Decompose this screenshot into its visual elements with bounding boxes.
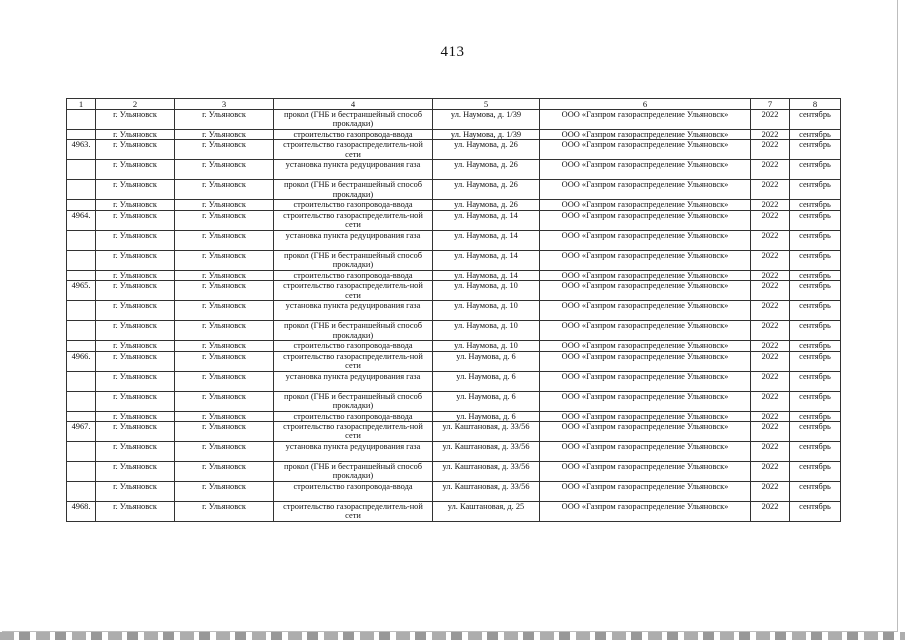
year-cell: 2022 bbox=[751, 270, 790, 280]
year-cell: 2022 bbox=[751, 391, 790, 411]
table-header bbox=[67, 99, 841, 110]
table-row bbox=[67, 110, 841, 130]
municipality-cell: г. Ульяновск bbox=[96, 281, 175, 301]
address-cell: ул. Каштановая, д. 25 bbox=[433, 502, 540, 522]
settlement-cell: г. Ульяновск bbox=[175, 140, 274, 160]
organization-cell: ООО «Газпром газораспределение Ульяновск» bbox=[540, 301, 751, 321]
work-type-cell: строительство газораспределитель-ной сети bbox=[274, 140, 433, 160]
year-cell: 2022 bbox=[751, 341, 790, 351]
scan-artifact bbox=[0, 632, 905, 640]
table-row bbox=[67, 502, 841, 522]
column-header: 1 bbox=[67, 99, 96, 110]
municipality-cell: г. Ульяновск bbox=[96, 502, 175, 522]
column-header: 5 bbox=[433, 99, 540, 110]
year-cell: 2022 bbox=[751, 250, 790, 270]
address-cell: ул. Каштановая, д. 33/56 bbox=[433, 462, 540, 482]
settlement-cell: г. Ульяновск bbox=[175, 321, 274, 341]
month-cell: сентябрь bbox=[790, 281, 841, 301]
month-cell: сентябрь bbox=[790, 442, 841, 462]
year-cell: 2022 bbox=[751, 301, 790, 321]
organization-cell: ООО «Газпром газораспределение Ульяновск» bbox=[540, 200, 751, 210]
organization-cell: ООО «Газпром газораспределение Ульяновск» bbox=[540, 160, 751, 180]
work-type-cell: прокол (ГНБ и бестраншейный способ прокладки) bbox=[274, 180, 433, 200]
work-type-cell: строительство газораспределитель-ной сети bbox=[274, 281, 433, 301]
work-type-cell: строительство газопровода-ввода bbox=[274, 411, 433, 421]
work-type-cell: прокол (ГНБ и бестраншейный способ прокладки) bbox=[274, 110, 433, 130]
row-number-cell bbox=[67, 482, 96, 502]
row-number-cell bbox=[67, 371, 96, 391]
month-cell: сентябрь bbox=[790, 462, 841, 482]
month-cell: сентябрь bbox=[790, 351, 841, 371]
settlement-cell: г. Ульяновск bbox=[175, 351, 274, 371]
municipality-cell: г. Ульяновск bbox=[96, 341, 175, 351]
settlement-cell: г. Ульяновск bbox=[175, 341, 274, 351]
year-cell: 2022 bbox=[751, 502, 790, 522]
municipality-cell: г. Ульяновск bbox=[96, 371, 175, 391]
month-cell: сентябрь bbox=[790, 482, 841, 502]
table-row bbox=[67, 130, 841, 140]
organization-cell: ООО «Газпром газораспределение Ульяновск» bbox=[540, 391, 751, 411]
municipality-cell: г. Ульяновск bbox=[96, 482, 175, 502]
organization-cell: ООО «Газпром газораспределение Ульяновск» bbox=[540, 230, 751, 250]
organization-cell: ООО «Газпром газораспределение Ульяновск» bbox=[540, 502, 751, 522]
row-number-cell bbox=[67, 230, 96, 250]
column-header: 8 bbox=[790, 99, 841, 110]
table-row bbox=[67, 462, 841, 482]
month-cell: сентябрь bbox=[790, 210, 841, 230]
address-cell: ул. Наумова, д. 6 bbox=[433, 371, 540, 391]
row-number-cell: 4965. bbox=[67, 281, 96, 301]
organization-cell: ООО «Газпром газораспределение Ульяновск» bbox=[540, 110, 751, 130]
settlement-cell: г. Ульяновск bbox=[175, 462, 274, 482]
work-type-cell: строительство газораспределитель-ной сети bbox=[274, 351, 433, 371]
header-row bbox=[67, 99, 841, 110]
row-number-cell: 4968. bbox=[67, 502, 96, 522]
organization-cell: ООО «Газпром газораспределение Ульяновск» bbox=[540, 351, 751, 371]
settlement-cell: г. Ульяновск bbox=[175, 180, 274, 200]
settlement-cell: г. Ульяновск bbox=[175, 250, 274, 270]
address-cell: ул. Наумова, д. 6 bbox=[433, 391, 540, 411]
row-number-cell bbox=[67, 180, 96, 200]
municipality-cell: г. Ульяновск bbox=[96, 462, 175, 482]
municipality-cell: г. Ульяновск bbox=[96, 422, 175, 442]
year-cell: 2022 bbox=[751, 160, 790, 180]
settlement-cell: г. Ульяновск bbox=[175, 442, 274, 462]
settlement-cell: г. Ульяновск bbox=[175, 200, 274, 210]
year-cell: 2022 bbox=[751, 351, 790, 371]
row-number-cell: 4963. bbox=[67, 140, 96, 160]
year-cell: 2022 bbox=[751, 200, 790, 210]
address-cell: ул. Наумова, д. 26 bbox=[433, 180, 540, 200]
year-cell: 2022 bbox=[751, 110, 790, 130]
table-row bbox=[67, 281, 841, 301]
address-cell: ул. Наумова, д. 14 bbox=[433, 250, 540, 270]
municipality-cell: г. Ульяновск bbox=[96, 270, 175, 280]
organization-cell: ООО «Газпром газораспределение Ульяновск» bbox=[540, 442, 751, 462]
year-cell: 2022 bbox=[751, 482, 790, 502]
table-row bbox=[67, 270, 841, 280]
address-cell: ул. Наумова, д. 26 bbox=[433, 200, 540, 210]
address-cell: ул. Наумова, д. 1/39 bbox=[433, 130, 540, 140]
organization-cell: ООО «Газпром газораспределение Ульяновск» bbox=[540, 341, 751, 351]
organization-cell: ООО «Газпром газораспределение Ульяновск» bbox=[540, 140, 751, 160]
row-number-cell bbox=[67, 301, 96, 321]
address-cell: ул. Каштановая, д. 33/56 bbox=[433, 422, 540, 442]
address-cell: ул. Наумова, д. 10 bbox=[433, 341, 540, 351]
municipality-cell: г. Ульяновск bbox=[96, 391, 175, 411]
work-type-cell: прокол (ГНБ и бестраншейный способ прокладки) bbox=[274, 462, 433, 482]
table-row bbox=[67, 391, 841, 411]
address-cell: ул. Наумова, д. 26 bbox=[433, 140, 540, 160]
table-row bbox=[67, 351, 841, 371]
table-row bbox=[67, 140, 841, 160]
settlement-cell: г. Ульяновск bbox=[175, 210, 274, 230]
row-number-cell bbox=[67, 130, 96, 140]
column-header: 7 bbox=[751, 99, 790, 110]
month-cell: сентябрь bbox=[790, 301, 841, 321]
organization-cell: ООО «Газпром газораспределение Ульяновск» bbox=[540, 180, 751, 200]
municipality-cell: г. Ульяновск bbox=[96, 321, 175, 341]
table-row bbox=[67, 482, 841, 502]
row-number-cell bbox=[67, 462, 96, 482]
municipality-cell: г. Ульяновск bbox=[96, 210, 175, 230]
month-cell: сентябрь bbox=[790, 411, 841, 421]
organization-cell: ООО «Газпром газораспределение Ульяновск» bbox=[540, 281, 751, 301]
month-cell: сентябрь bbox=[790, 371, 841, 391]
table-row bbox=[67, 200, 841, 210]
organization-cell: ООО «Газпром газораспределение Ульяновск» bbox=[540, 210, 751, 230]
month-cell: сентябрь bbox=[790, 341, 841, 351]
work-type-cell: установка пункта редуцирования газа bbox=[274, 160, 433, 180]
work-type-cell: строительство газопровода-ввода bbox=[274, 482, 433, 502]
page-number: 413 bbox=[440, 44, 465, 60]
municipality-cell: г. Ульяновск bbox=[96, 110, 175, 130]
work-type-cell: прокол (ГНБ и бестраншейный способ прокладки) bbox=[274, 250, 433, 270]
settlement-cell: г. Ульяновск bbox=[175, 502, 274, 522]
month-cell: сентябрь bbox=[790, 422, 841, 442]
table-row bbox=[67, 160, 841, 180]
municipality-cell: г. Ульяновск bbox=[96, 160, 175, 180]
address-cell: ул. Наумова, д. 10 bbox=[433, 301, 540, 321]
month-cell: сентябрь bbox=[790, 391, 841, 411]
year-cell: 2022 bbox=[751, 411, 790, 421]
work-type-cell: прокол (ГНБ и бестраншейный способ прокладки) bbox=[274, 321, 433, 341]
address-cell: ул. Наумова, д. 10 bbox=[433, 281, 540, 301]
address-cell: ул. Наумова, д. 10 bbox=[433, 321, 540, 341]
month-cell: сентябрь bbox=[790, 270, 841, 280]
work-type-cell: установка пункта редуцирования газа bbox=[274, 301, 433, 321]
organization-cell: ООО «Газпром газораспределение Ульяновск» bbox=[540, 422, 751, 442]
table-row bbox=[67, 301, 841, 321]
row-number-cell bbox=[67, 321, 96, 341]
municipality-cell: г. Ульяновск bbox=[96, 230, 175, 250]
settlement-cell: г. Ульяновск bbox=[175, 110, 274, 130]
settlement-cell: г. Ульяновск bbox=[175, 160, 274, 180]
work-type-cell: установка пункта редуцирования газа bbox=[274, 442, 433, 462]
row-number-cell bbox=[67, 250, 96, 270]
month-cell: сентябрь bbox=[790, 160, 841, 180]
table-row bbox=[67, 321, 841, 341]
table-row bbox=[67, 230, 841, 250]
table-body bbox=[67, 110, 841, 522]
year-cell: 2022 bbox=[751, 371, 790, 391]
table-row bbox=[67, 411, 841, 421]
year-cell: 2022 bbox=[751, 230, 790, 250]
municipality-cell: г. Ульяновск bbox=[96, 180, 175, 200]
table-row bbox=[67, 422, 841, 442]
settlement-cell: г. Ульяновск bbox=[175, 230, 274, 250]
column-header: 3 bbox=[175, 99, 274, 110]
address-cell: ул. Наумова, д. 1/39 bbox=[433, 110, 540, 130]
month-cell: сентябрь bbox=[790, 110, 841, 130]
work-type-cell: установка пункта редуцирования газа bbox=[274, 371, 433, 391]
municipality-cell: г. Ульяновск bbox=[96, 301, 175, 321]
row-number-cell bbox=[67, 391, 96, 411]
address-cell: ул. Наумова, д. 14 bbox=[433, 230, 540, 250]
settlement-cell: г. Ульяновск bbox=[175, 411, 274, 421]
month-cell: сентябрь bbox=[790, 230, 841, 250]
municipality-cell: г. Ульяновск bbox=[96, 130, 175, 140]
table-row bbox=[67, 250, 841, 270]
month-cell: сентябрь bbox=[790, 140, 841, 160]
year-cell: 2022 bbox=[751, 321, 790, 341]
work-type-cell: строительство газораспределитель-ной сети bbox=[274, 422, 433, 442]
address-cell: ул. Наумова, д. 14 bbox=[433, 210, 540, 230]
work-type-cell: строительство газораспределитель-ной сети bbox=[274, 210, 433, 230]
row-number-cell: 4967. bbox=[67, 422, 96, 442]
work-type-cell: прокол (ГНБ и бестраншейный способ прокладки) bbox=[274, 391, 433, 411]
municipality-cell: г. Ульяновск bbox=[96, 411, 175, 421]
table-row bbox=[67, 210, 841, 230]
row-number-cell bbox=[67, 341, 96, 351]
work-type-cell: строительство газопровода-ввода bbox=[274, 270, 433, 280]
document-table bbox=[66, 98, 841, 522]
row-number-cell bbox=[67, 200, 96, 210]
organization-cell: ООО «Газпром газораспределение Ульяновск» bbox=[540, 462, 751, 482]
work-type-cell: строительство газопровода-ввода bbox=[274, 341, 433, 351]
settlement-cell: г. Ульяновск bbox=[175, 130, 274, 140]
year-cell: 2022 bbox=[751, 462, 790, 482]
settlement-cell: г. Ульяновск bbox=[175, 301, 274, 321]
address-cell: ул. Наумова, д. 26 bbox=[433, 160, 540, 180]
month-cell: сентябрь bbox=[790, 180, 841, 200]
address-cell: ул. Наумова, д. 14 bbox=[433, 270, 540, 280]
row-number-cell: 4964. bbox=[67, 210, 96, 230]
municipality-cell: г. Ульяновск bbox=[96, 351, 175, 371]
address-cell: ул. Каштановая, д. 33/56 bbox=[433, 442, 540, 462]
month-cell: сентябрь bbox=[790, 200, 841, 210]
month-cell: сентябрь bbox=[790, 502, 841, 522]
column-header: 6 bbox=[540, 99, 751, 110]
settlement-cell: г. Ульяновск bbox=[175, 391, 274, 411]
row-number-cell: 4966. bbox=[67, 351, 96, 371]
work-type-cell: установка пункта редуцирования газа bbox=[274, 230, 433, 250]
column-header: 4 bbox=[274, 99, 433, 110]
organization-cell: ООО «Газпром газораспределение Ульяновск» bbox=[540, 482, 751, 502]
column-header: 2 bbox=[96, 99, 175, 110]
row-number-cell bbox=[67, 270, 96, 280]
table-row bbox=[67, 180, 841, 200]
year-cell: 2022 bbox=[751, 281, 790, 301]
organization-cell: ООО «Газпром газораспределение Ульяновск» bbox=[540, 250, 751, 270]
municipality-cell: г. Ульяновск bbox=[96, 250, 175, 270]
organization-cell: ООО «Газпром газораспределение Ульяновск» bbox=[540, 270, 751, 280]
table-row bbox=[67, 341, 841, 351]
organization-cell: ООО «Газпром газораспределение Ульяновск» bbox=[540, 411, 751, 421]
settlement-cell: г. Ульяновск bbox=[175, 281, 274, 301]
organization-cell: ООО «Газпром газораспределение Ульяновск» bbox=[540, 130, 751, 140]
settlement-cell: г. Ульяновск bbox=[175, 371, 274, 391]
settlement-cell: г. Ульяновск bbox=[175, 482, 274, 502]
table-row bbox=[67, 442, 841, 462]
address-cell: ул. Наумова, д. 6 bbox=[433, 351, 540, 371]
month-cell: сентябрь bbox=[790, 130, 841, 140]
month-cell: сентябрь bbox=[790, 321, 841, 341]
settlement-cell: г. Ульяновск bbox=[175, 270, 274, 280]
year-cell: 2022 bbox=[751, 130, 790, 140]
year-cell: 2022 bbox=[751, 210, 790, 230]
year-cell: 2022 bbox=[751, 140, 790, 160]
work-type-cell: строительство газопровода-ввода bbox=[274, 130, 433, 140]
year-cell: 2022 bbox=[751, 422, 790, 442]
table-row bbox=[67, 371, 841, 391]
year-cell: 2022 bbox=[751, 180, 790, 200]
address-cell: ул. Наумова, д. 6 bbox=[433, 411, 540, 421]
work-type-cell: строительство газораспределитель-ной сети bbox=[274, 502, 433, 522]
municipality-cell: г. Ульяновск bbox=[96, 200, 175, 210]
row-number-cell bbox=[67, 160, 96, 180]
row-number-cell bbox=[67, 110, 96, 130]
settlement-cell: г. Ульяновск bbox=[175, 422, 274, 442]
year-cell: 2022 bbox=[751, 442, 790, 462]
address-cell: ул. Каштановая, д. 33/56 bbox=[433, 482, 540, 502]
organization-cell: ООО «Газпром газораспределение Ульяновск» bbox=[540, 321, 751, 341]
row-number-cell bbox=[67, 411, 96, 421]
municipality-cell: г. Ульяновск bbox=[96, 140, 175, 160]
organization-cell: ООО «Газпром газораспределение Ульяновск» bbox=[540, 371, 751, 391]
municipality-cell: г. Ульяновск bbox=[96, 442, 175, 462]
work-type-cell: строительство газопровода-ввода bbox=[274, 200, 433, 210]
row-number-cell bbox=[67, 442, 96, 462]
month-cell: сентябрь bbox=[790, 250, 841, 270]
